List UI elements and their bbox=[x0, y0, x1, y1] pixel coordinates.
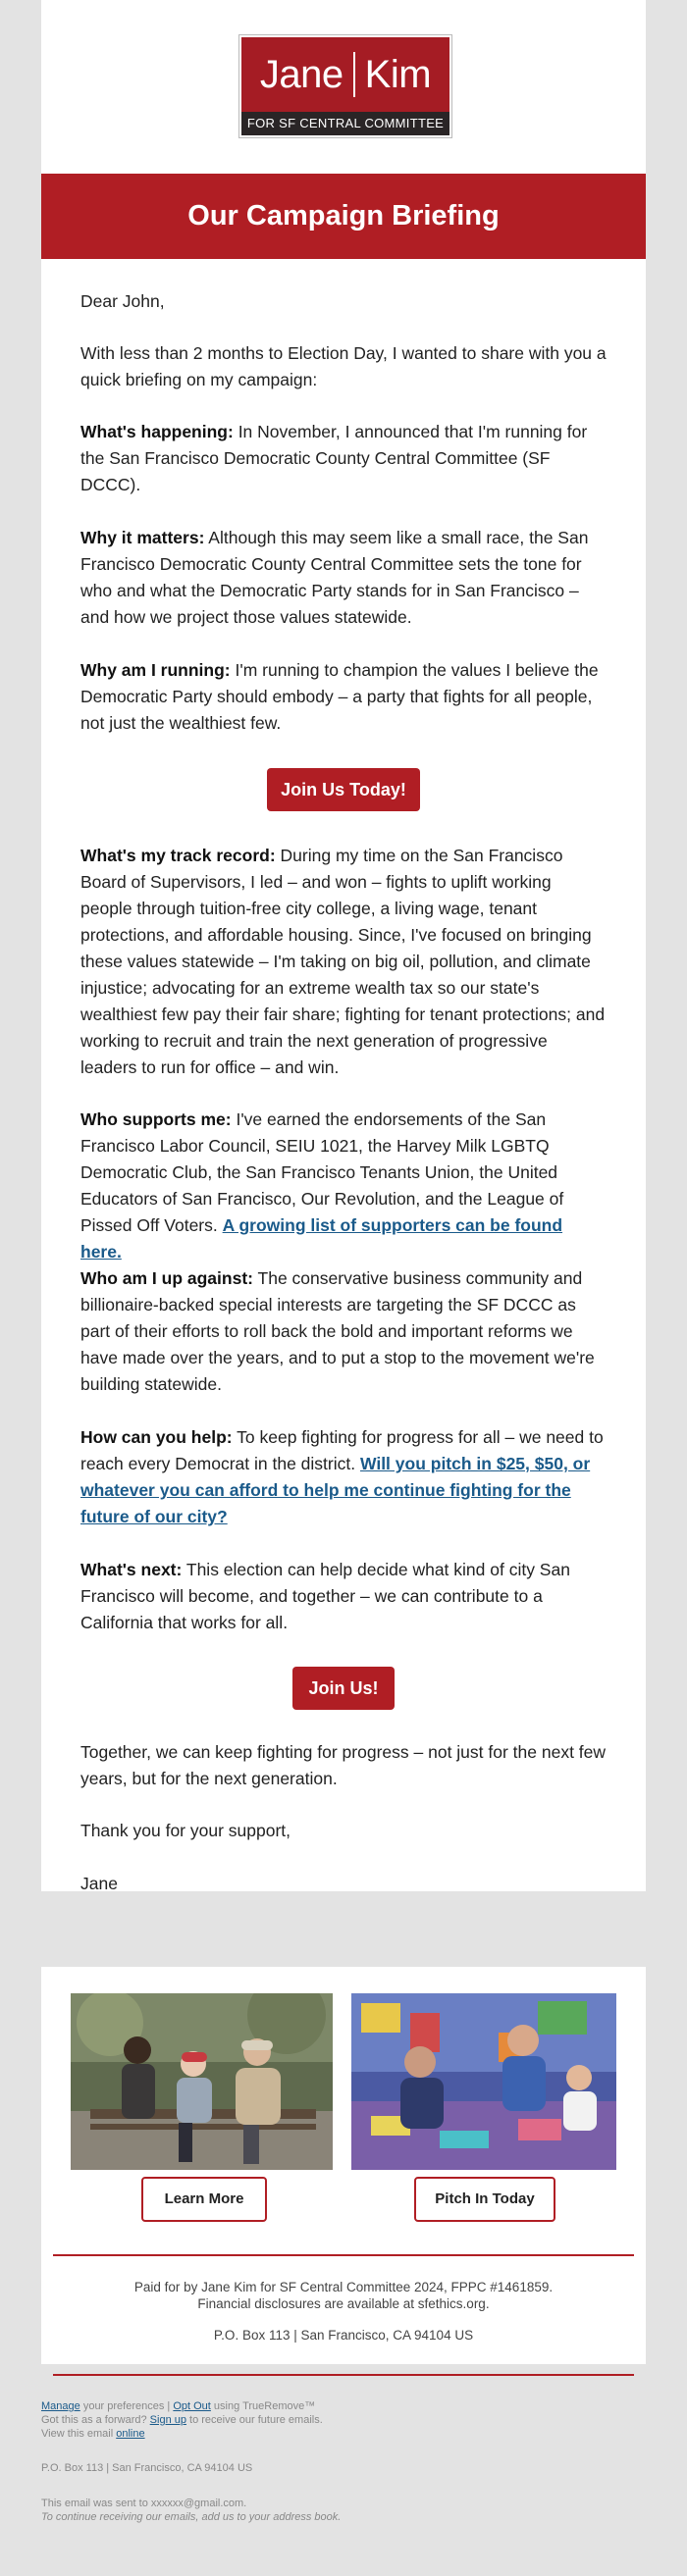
manage-link[interactable]: Manage bbox=[41, 2400, 80, 2412]
donate-link[interactable]: Will you pitch in $25, $50, or whatever you can afford to help me continue fighting for the future of our city? bbox=[80, 1454, 591, 1526]
footer-divider-bottom bbox=[53, 2374, 634, 2376]
against-paragraph bbox=[80, 1265, 607, 1398]
intro-paragraph: With less than 2 months to Election Day, I wanted to share with you a quick briefing on my campaign: bbox=[80, 343, 607, 389]
join-us-button[interactable]: Join Us! bbox=[292, 1667, 395, 1710]
help-label: How can you help: bbox=[80, 1427, 233, 1447]
logo-first-name: Jane bbox=[259, 52, 344, 96]
running-label: Why am I running: bbox=[80, 660, 231, 680]
happening-label: What's happening: bbox=[80, 422, 234, 441]
help-text: To keep fighting for progress for all – we need to reach every Democrat in the district. bbox=[80, 1427, 604, 1473]
happening-text: In November, I announced that I'm running for the San Francisco Democratic County Central Committee (SF DCCC). bbox=[80, 422, 588, 494]
against-label: Who am I up against: bbox=[80, 1268, 253, 1288]
thanks-line: Thank you for your support, bbox=[80, 1821, 291, 1840]
matters-text: Although this may seem like a small race, the San Francisco Democratic County Central Committee sets the tone for who and what the Democratic Party stands for in San Francisco – and how we project those values statewide. bbox=[80, 528, 589, 627]
matters-paragraph bbox=[80, 525, 607, 631]
photo-seniors-bench[interactable] bbox=[71, 1993, 333, 2170]
supporters-link[interactable]: A growing list of supporters can be found here. bbox=[80, 1215, 563, 1262]
campaign-logo bbox=[239, 35, 451, 137]
logo-name-block bbox=[241, 37, 449, 112]
logo-last-name: Kim bbox=[364, 52, 432, 96]
opt-out-link[interactable]: Opt Out bbox=[173, 2400, 211, 2412]
logo-divider bbox=[353, 52, 355, 97]
supports-paragraph bbox=[80, 1107, 607, 1265]
closing-paragraph: Together, we can keep fighting for progress – not just for the next few years, but for the next generation. bbox=[80, 1742, 607, 1788]
happening-paragraph bbox=[80, 419, 607, 498]
next-text: This election can help decide what kind of city San Francisco will become, and together – we can contribute to a California that works for all. bbox=[80, 1560, 570, 1632]
logo-tagline: FOR SF CENTRAL COMMITTEE bbox=[241, 112, 449, 135]
footer-card bbox=[41, 1967, 646, 2364]
view-online-link[interactable]: online bbox=[116, 2428, 145, 2440]
sent-to-line: This email was sent to xxxxxx@gmail.com. bbox=[41, 2498, 247, 2509]
preferences-line: Manage your preferences | Opt Out using TrueRemove™ bbox=[41, 2400, 316, 2412]
supports-text: I've earned the endorsements of the San Francisco Labor Council, SEIU 1021, the Harvey Milk LGBTQ Democratic Club, the San Francisco Tenants Union, the United Educators of San Francisco, Our Revolution, and the League of Pissed Off Voters. bbox=[80, 1109, 564, 1235]
record-label: What's my track record: bbox=[80, 846, 276, 865]
matters-label: Why it matters: bbox=[80, 528, 205, 547]
photo-family-puzzle[interactable] bbox=[351, 1993, 616, 2170]
learn-more-button[interactable]: Learn More bbox=[141, 2177, 267, 2222]
pitch-in-today-button[interactable]: Pitch In Today bbox=[414, 2177, 555, 2222]
paid-for-line: Paid for by Jane Kim for SF Central Committee 2024, FPPC #1461859. bbox=[133, 2280, 554, 2294]
next-paragraph bbox=[80, 1557, 607, 1636]
footer-address: P.O. Box 113 | San Francisco, CA 94104 US bbox=[213, 2328, 474, 2343]
join-us-today-button[interactable]: Join Us Today! bbox=[267, 768, 420, 811]
utility-address: P.O. Box 113 | San Francisco, CA 94104 US bbox=[41, 2462, 253, 2474]
record-paragraph bbox=[80, 843, 607, 1081]
record-text: During my time on the San Francisco Board of Supervisors, I led – and won – fights to uplift working people through tuition-free city college, a living wage, tenant protections, and affordable housing. Since, I've focused on bringing these values statewide – I'm taking on big oil, pollution, and climate injustice; advocating for an extreme wealth tax so our state's wealthiest few pay their fair share; fighting for tenant protections; and working to recruit and train the next generation of progressive leaders to run for office – and win. bbox=[80, 846, 606, 1077]
briefing-banner: Our Campaign Briefing bbox=[41, 174, 646, 259]
signature: Jane bbox=[80, 1874, 118, 1893]
help-paragraph bbox=[80, 1424, 607, 1530]
next-label: What's next: bbox=[80, 1560, 183, 1579]
view-online-line: View this email online bbox=[41, 2428, 145, 2440]
supports-label: Who supports me: bbox=[80, 1109, 232, 1129]
running-text: I'm running to champion the values I believe the Democratic Party should embody – a party that fights for all people, not just the wealthiest few. bbox=[80, 660, 599, 733]
disclosures-line: Financial disclosures are available at sfethics.org. bbox=[197, 2296, 490, 2311]
email-body-card bbox=[41, 0, 646, 1891]
address-book-line: To continue receiving our emails, add us to your address book. bbox=[41, 2511, 342, 2523]
forward-line: Got this as a forward? Sign up to receive our future emails. bbox=[41, 2414, 323, 2426]
footer-divider-top bbox=[53, 2254, 634, 2256]
sign-up-link[interactable]: Sign up bbox=[149, 2414, 186, 2426]
running-paragraph bbox=[80, 657, 607, 737]
greeting: Dear John, bbox=[80, 291, 165, 311]
against-text: The conservative business community and billionaire-backed special interests are targeting the SF DCCC as part of their efforts to roll back the bold and important reforms we have made over the years, and to put a stop to the movement we're building statewide. bbox=[80, 1268, 595, 1394]
